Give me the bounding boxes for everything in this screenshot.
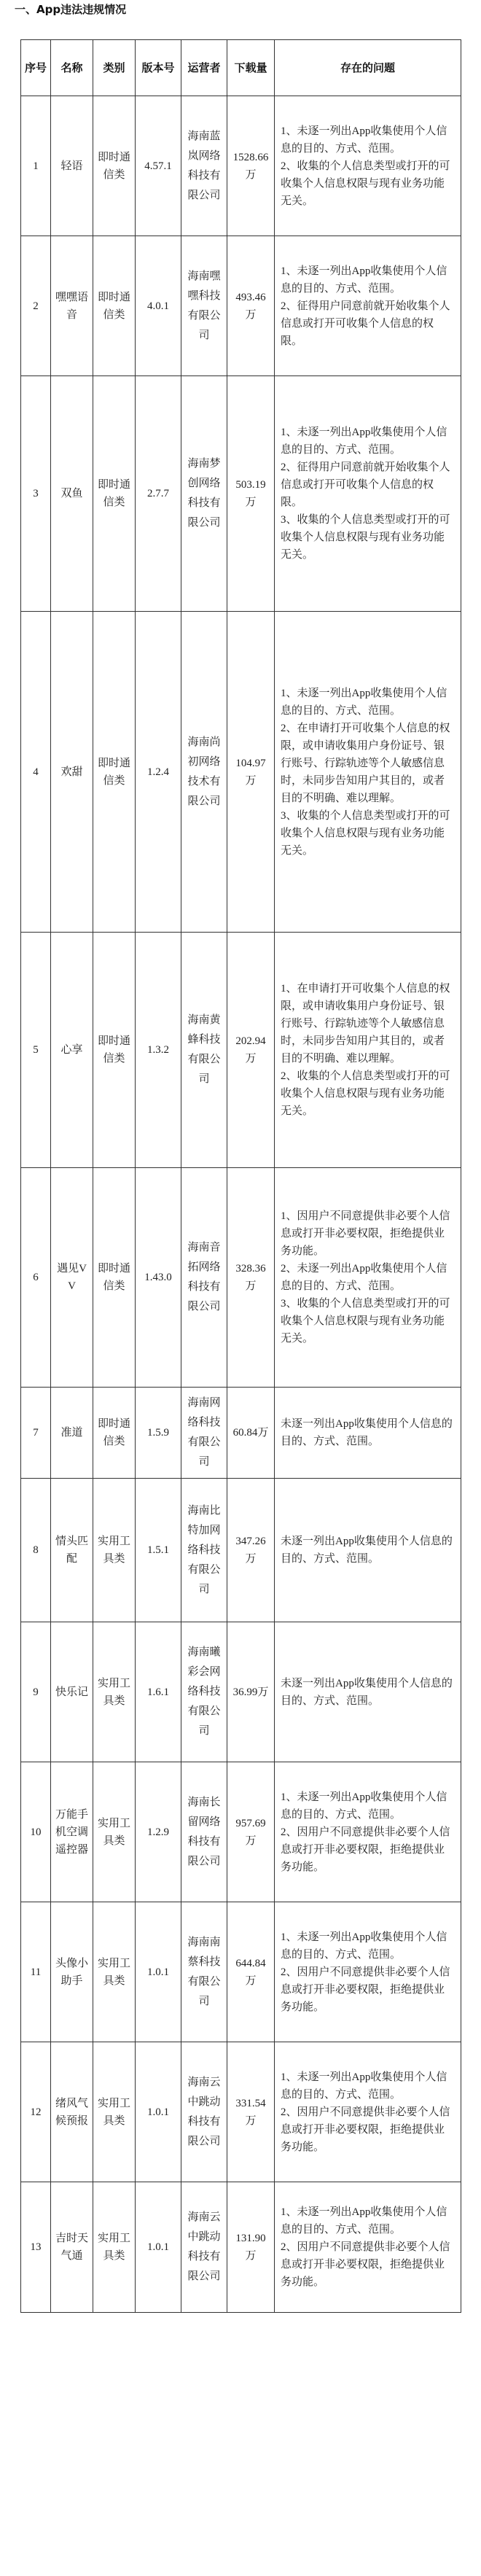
cell-version: 1.0.1 [136,2182,181,2313]
header-no: 序号 [21,40,51,96]
header-operator: 运营者 [181,40,227,96]
cell-issues [275,96,461,236]
cell-type: 即时通信类 [93,96,136,236]
cell-type: 即时通信类 [93,1168,136,1388]
header-downloads: 下载量 [227,40,275,96]
cell-name: 双鱼 [51,376,93,612]
cell-downloads: 104.97万 [227,612,275,933]
cell-type: 即时通信类 [93,933,136,1168]
cell-version: 1.6.1 [136,1622,181,1762]
cell-type: 实用工具类 [93,1622,136,1762]
cell-name: 欢甜 [51,612,93,933]
cell-issues [275,1388,461,1479]
header-issues: 存在的问题 [275,40,461,96]
issue-item: 2、征得用户同意前就开始收集个人信息或打开可收集个人信息的权限。 [281,300,450,347]
cell-version: 4.0.1 [136,236,181,376]
cell-issues [275,2182,461,2313]
cell-downloads: 493.46万 [227,236,275,376]
issue-item: 2、未逐一列出App收集使用个人信息的目的、方式、范围。 [281,1263,447,1292]
section-title: 一、App违法违规情况 [15,3,127,16]
cell-type: 实用工具类 [93,1902,136,2042]
cell-issues [275,376,461,612]
cell-version: 1.3.2 [136,933,181,1168]
cell-no: 12 [21,2042,51,2182]
cell-version: 1.0.1 [136,1902,181,2042]
cell-no: 5 [21,933,51,1168]
cell-operator: 海南南蔡科技有限公司 [181,1902,227,2042]
cell-downloads: 957.69万 [227,1762,275,1902]
cell-name: 情头匹配 [51,1479,93,1622]
table-row [21,96,461,236]
cell-issues [275,1902,461,2042]
cell-operator: 海南尚初网络技术有限公司 [181,612,227,933]
cell-version: 1.5.9 [136,1388,181,1479]
cell-no: 8 [21,1479,51,1622]
issue-item: 未逐一列出App收集使用个人信息的目的、方式、范围。 [281,1536,453,1565]
cell-version: 4.57.1 [136,96,181,236]
issue-item: 1、未逐一列出App收集使用个人信息的目的、方式、范围。 [281,687,447,717]
cell-name: 吉时天气通 [51,2182,93,2313]
table-row [21,1622,461,1762]
cell-downloads: 202.94万 [227,933,275,1168]
cell-type: 即时通信类 [93,376,136,612]
cell-no: 9 [21,1622,51,1762]
cell-name: 快乐记 [51,1622,93,1762]
cell-version: 1.2.4 [136,612,181,933]
cell-issues [275,236,461,376]
issue-item: 2、因用户不同意提供非必要个人信息或打开非必要权限，拒绝提供业务功能。 [281,1826,450,1873]
cell-issues [275,612,461,933]
cell-operator: 海南梦创网络科技有限公司 [181,376,227,612]
cell-issues [275,933,461,1168]
cell-type: 即时通信类 [93,1388,136,1479]
issue-item: 未逐一列出App收集使用个人信息的目的、方式、范围。 [281,1677,453,1707]
issue-item: 3、收集的个人信息类型或打开的可收集个人信息权限与现有业务功能无关。 [281,809,450,857]
table-row [21,1168,461,1388]
cell-type: 实用工具类 [93,1762,136,1902]
cell-name: 轻语 [51,96,93,236]
cell-version: 1.43.0 [136,1168,181,1388]
table-row [21,2042,461,2182]
issue-item: 2、因用户不同意提供非必要个人信息或打开非必要权限，拒绝提供业务功能。 [281,1966,450,2013]
issue-item: 1、未逐一列出App收集使用个人信息的目的、方式、范围。 [281,265,447,295]
cell-operator: 海南黄蜂科技有限公司 [181,933,227,1168]
cell-name: 头像小助手 [51,1902,93,2042]
cell-name: 嘿嘿语音 [51,236,93,376]
cell-operator: 海南比特加网络科技有限公司 [181,1479,227,1622]
cell-type: 实用工具类 [93,2042,136,2182]
cell-no: 7 [21,1388,51,1479]
table-row [21,933,461,1168]
cell-no: 3 [21,376,51,612]
issue-item: 2、征得用户同意前就开始收集个人信息或打开可收集个人信息的权限。 [281,462,450,508]
cell-name: 心享 [51,933,93,1168]
header-row [21,40,461,96]
cell-downloads: 60.84万 [227,1388,275,1479]
cell-issues [275,1168,461,1388]
issue-item: 1、未逐一列出App收集使用个人信息的目的、方式、范围。 [281,2206,447,2235]
cell-operator: 海南云中跳动科技有限公司 [181,2182,227,2313]
issue-item: 1、未逐一列出App收集使用个人信息的目的、方式、范围。 [281,2071,447,2101]
issue-item: 2、收集的个人信息类型或打开的可收集个人信息权限与现有业务功能无关。 [281,1070,450,1117]
cell-operator: 海南音拓网络科技有限公司 [181,1168,227,1388]
issue-item: 2、因用户不同意提供非必要个人信息或打开非必要权限，拒绝提供业务功能。 [281,2241,450,2288]
cell-name: 万能手机空调遥控器 [51,1762,93,1902]
cell-no: 1 [21,96,51,236]
table-row [21,1388,461,1479]
cell-downloads: 36.99万 [227,1622,275,1762]
cell-no: 11 [21,1902,51,2042]
cell-issues [275,1622,461,1762]
cell-version: 1.5.1 [136,1479,181,1622]
table-header [21,40,461,96]
cell-no: 4 [21,612,51,933]
issue-item: 2、因用户不同意提供非必要个人信息或打开非必要权限，拒绝提供业务功能。 [281,2106,450,2153]
issue-item: 3、收集的个人信息类型或打开的可收集个人信息权限与现有业务功能无关。 [281,1298,450,1345]
cell-no: 10 [21,1762,51,1902]
cell-downloads: 347.26万 [227,1479,275,1622]
cell-downloads: 131.90万 [227,2182,275,2313]
issue-item: 1、因用户不同意提供非必要个人信息或打开非必要权限，拒绝提供业务功能。 [281,1210,450,1257]
table-row [21,236,461,376]
table-row [21,2182,461,2313]
issue-item: 1、未逐一列出App收集使用个人信息的目的、方式、范围。 [281,1791,447,1821]
table-row [21,1902,461,2042]
cell-type: 即时通信类 [93,236,136,376]
violations-table [20,39,461,2313]
cell-operator: 海南蓝岚网络科技有限公司 [181,96,227,236]
issue-item: 2、在申请打开可收集个人信息的权限，或申请收集用户身份证号、银行账号、行踪轨迹等个人敏感信息时，未同步告知用户其目的，或者目的不明确、难以理解。 [281,722,450,804]
cell-operator: 海南云中跳动科技有限公司 [181,2042,227,2182]
cell-name: 准道 [51,1388,93,1479]
cell-downloads: 1528.66万 [227,96,275,236]
cell-issues [275,1479,461,1622]
table-row [21,612,461,933]
issue-item: 2、收集的个人信息类型或打开的可收集个人信息权限与现有业务功能无关。 [281,160,450,207]
cell-operator: 海南网络科技有限公司 [181,1388,227,1479]
cell-downloads: 644.84万 [227,1902,275,2042]
table-row [21,376,461,612]
issue-item: 3、收集的个人信息类型或打开的可收集个人信息权限与现有业务功能无关。 [281,514,450,561]
issue-item: 1、未逐一列出App收集使用个人信息的目的、方式、范围。 [281,125,447,155]
cell-version: 1.0.1 [136,2042,181,2182]
header-type: 类别 [93,40,136,96]
cell-version: 2.7.7 [136,376,181,612]
cell-no: 13 [21,2182,51,2313]
cell-no: 2 [21,236,51,376]
cell-operator: 海南曦彩会网络科技有限公司 [181,1622,227,1762]
table-row [21,1479,461,1622]
cell-version: 1.2.9 [136,1762,181,1902]
cell-issues [275,2042,461,2182]
issue-item: 1、在申请打开可收集个人信息的权限，或申请收集用户身份证号、银行账号、行踪轨迹等个人敏感信息时，未同步告知用户其目的，或者目的不明确、难以理解。 [281,983,450,1065]
cell-operator: 海南长留网络科技有限公司 [181,1762,227,1902]
issue-item: 未逐一列出App收集使用个人信息的目的、方式、范围。 [281,1418,453,1447]
table-row [21,1762,461,1902]
header-version: 版本号 [136,40,181,96]
cell-type: 实用工具类 [93,2182,136,2313]
cell-downloads: 328.36万 [227,1168,275,1388]
cell-operator: 海南嘿嘿科技有限公司 [181,236,227,376]
issue-item: 1、未逐一列出App收集使用个人信息的目的、方式、范围。 [281,427,447,456]
cell-name: 绪风气候预报 [51,2042,93,2182]
header-name: 名称 [51,40,93,96]
cell-name: 遇见VV [51,1168,93,1388]
cell-downloads: 503.19万 [227,376,275,612]
cell-downloads: 331.54万 [227,2042,275,2182]
table-body [21,96,461,2313]
cell-issues [275,1762,461,1902]
cell-type: 即时通信类 [93,612,136,933]
issue-item: 1、未逐一列出App收集使用个人信息的目的、方式、范围。 [281,1931,447,1961]
cell-type: 实用工具类 [93,1479,136,1622]
cell-no: 6 [21,1168,51,1388]
